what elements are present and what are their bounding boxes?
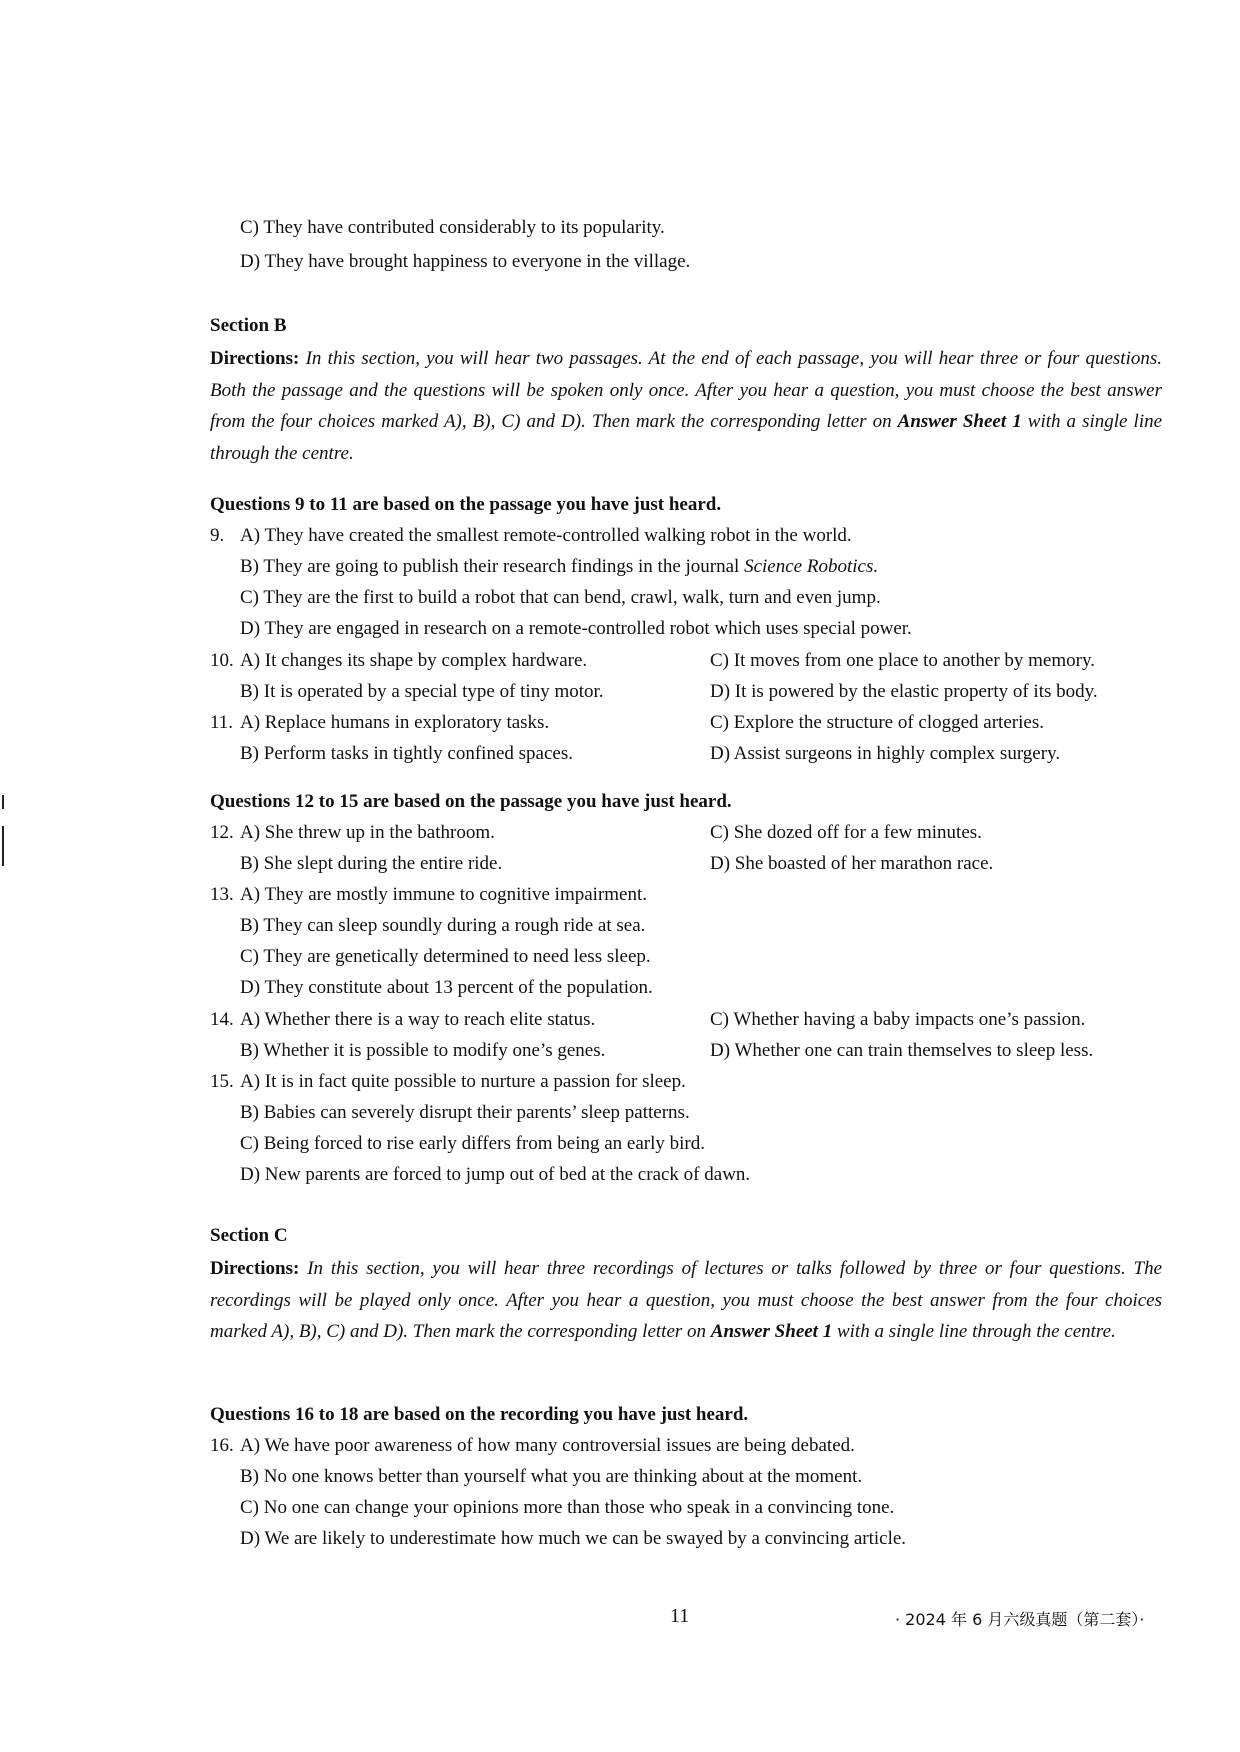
- journal-title: Science Robotics.: [744, 556, 879, 577]
- section-c-heading: Section C: [210, 1225, 288, 1246]
- question-13-option-d: D) They constitute about 13 percent of the population.: [240, 977, 653, 998]
- question-12-option-c: C) She dozed off for a few minutes.: [710, 822, 982, 843]
- question-group-heading: Questions 12 to 15 are based on the passage you have just heard.: [210, 791, 732, 812]
- question-15-option-a: 15. A) It is in fact quite possible to nurture a passion for sleep.: [210, 1071, 686, 1092]
- question-12-option-a: 12. A) She threw up in the bathroom.: [210, 822, 495, 843]
- question-11-option-b: B) Perform tasks in tightly confined spaces.: [240, 743, 573, 764]
- question-group-heading: Questions 9 to 11 are based on the passage you have just heard.: [210, 494, 722, 515]
- question-number: 9.: [210, 525, 225, 546]
- exam-info: · 2024 年 6 月六级真题（第二套）·: [895, 1610, 1145, 1629]
- question-number: 15.: [210, 1071, 234, 1092]
- question-16-option-d: D) We are likely to underestimate how much we can be swayed by a convincing article.: [240, 1528, 907, 1549]
- question-14-option-b: B) Whether it is possible to modify one’s genes.: [240, 1040, 606, 1061]
- question-10-option-a: 10. A) It changes its shape by complex hardware.: [210, 650, 588, 671]
- question-11-option-c: C) Explore the structure of clogged arteries.: [710, 712, 1044, 733]
- question-9-option-a: 9. A) They have created the smallest remote-controlled walking robot in the world.: [210, 525, 852, 546]
- directions-text-end: with a single line through the centre.: [210, 411, 1163, 464]
- question-15-option-b: B) Babies can severely disrupt their parents’ sleep patterns.: [240, 1102, 690, 1123]
- question-11-option-a: 11. A) Replace humans in exploratory tasks.: [210, 712, 550, 733]
- question-13-option-b: B) They can sleep soundly during a rough ride at sea.: [240, 915, 646, 936]
- question-12-option-d: D) She boasted of her marathon race.: [710, 853, 994, 874]
- page-number: 11: [670, 1605, 690, 1627]
- question-group-heading: Questions 16 to 18 are based on the recording you have just heard.: [210, 1404, 749, 1425]
- question-9-option-c: C) They are the first to build a robot that can bend, crawl, walk, turn and even jump.: [240, 587, 881, 608]
- question-9-option-b: B) They are going to publish their research findings in the journal Science Robotics.: [240, 556, 879, 577]
- question-11-option-d: D) Assist surgeons in highly complex surgery.: [710, 743, 1061, 764]
- directions-text: In this section, you will hear three recordings of lectures or talks followed by three or four questions. The recordings will be played only once. After you hear a question, you must choose the best answer from the four choices marked A), B), C) and D). Then mark the corresponding letter on: [210, 1258, 1163, 1342]
- question-number: 14.: [210, 1009, 234, 1030]
- question-16-option-c: C) No one can change your opinions more than those who speak in a convincing tone.: [240, 1497, 895, 1518]
- directions-text-end: with a single line through the centre.: [836, 1321, 1116, 1342]
- question-13-option-c: C) They are genetically determined to need less sleep.: [240, 946, 651, 967]
- scan-mark: [2, 795, 4, 809]
- option-d: D) They have brought happiness to everyone in the village.: [240, 251, 691, 272]
- section-b-directions: [210, 343, 1162, 469]
- question-14-option-d: D) Whether one can train themselves to sleep less.: [710, 1040, 1094, 1061]
- question-12-option-b: B) She slept during the entire ride.: [240, 853, 503, 874]
- answer-sheet-ref: Answer Sheet 1: [710, 1321, 833, 1342]
- directions-label: Directions:: [210, 348, 300, 369]
- question-number: 12.: [210, 822, 234, 843]
- question-15-option-d: D) New parents are forced to jump out of bed at the crack of dawn.: [240, 1164, 751, 1185]
- option-c: C) They have contributed considerably to its popularity.: [240, 217, 665, 238]
- question-16-option-b: B) No one knows better than yourself what you are thinking about at the moment.: [240, 1466, 863, 1487]
- question-13-option-a: 13. A) They are mostly immune to cognitive impairment.: [210, 884, 648, 905]
- question-15-option-c: C) Being forced to rise early differs from being an early bird.: [240, 1133, 705, 1154]
- question-16-option-a: 16. A) We have poor awareness of how many controversial issues are being debated.: [210, 1435, 855, 1456]
- scan-mark: [2, 826, 4, 866]
- directions-text: In this section, you will hear two passages. At the end of each passage, you will hear three or four questions. Both the passage and the questions will be spoken only once. After you hear a question, you must choose the best answer from the four choices marked A), B), C) and D). Then mark the corresponding letter on: [210, 348, 1162, 432]
- question-9-option-d: D) They are engaged in research on a remote-controlled robot which uses special power.: [240, 618, 912, 639]
- question-number: 10.: [210, 650, 234, 671]
- directions-label: Directions:: [210, 1258, 300, 1279]
- question-number: 11.: [210, 712, 234, 733]
- question-10-option-d: D) It is powered by the elastic property of its body.: [710, 681, 1098, 702]
- section-b-heading: Section B: [210, 315, 287, 336]
- section-c-directions: [210, 1253, 1162, 1348]
- question-10-option-c: C) It moves from one place to another by memory.: [710, 650, 1095, 671]
- question-14-option-c: C) Whether having a baby impacts one’s passion.: [710, 1009, 1086, 1030]
- question-number: 13.: [210, 884, 234, 905]
- question-10-option-b: B) It is operated by a special type of tiny motor.: [240, 681, 604, 702]
- answer-sheet-ref: Answer Sheet 1: [897, 411, 1022, 432]
- question-number: 16.: [210, 1435, 234, 1456]
- question-14-option-a: 14. A) Whether there is a way to reach elite status.: [210, 1009, 596, 1030]
